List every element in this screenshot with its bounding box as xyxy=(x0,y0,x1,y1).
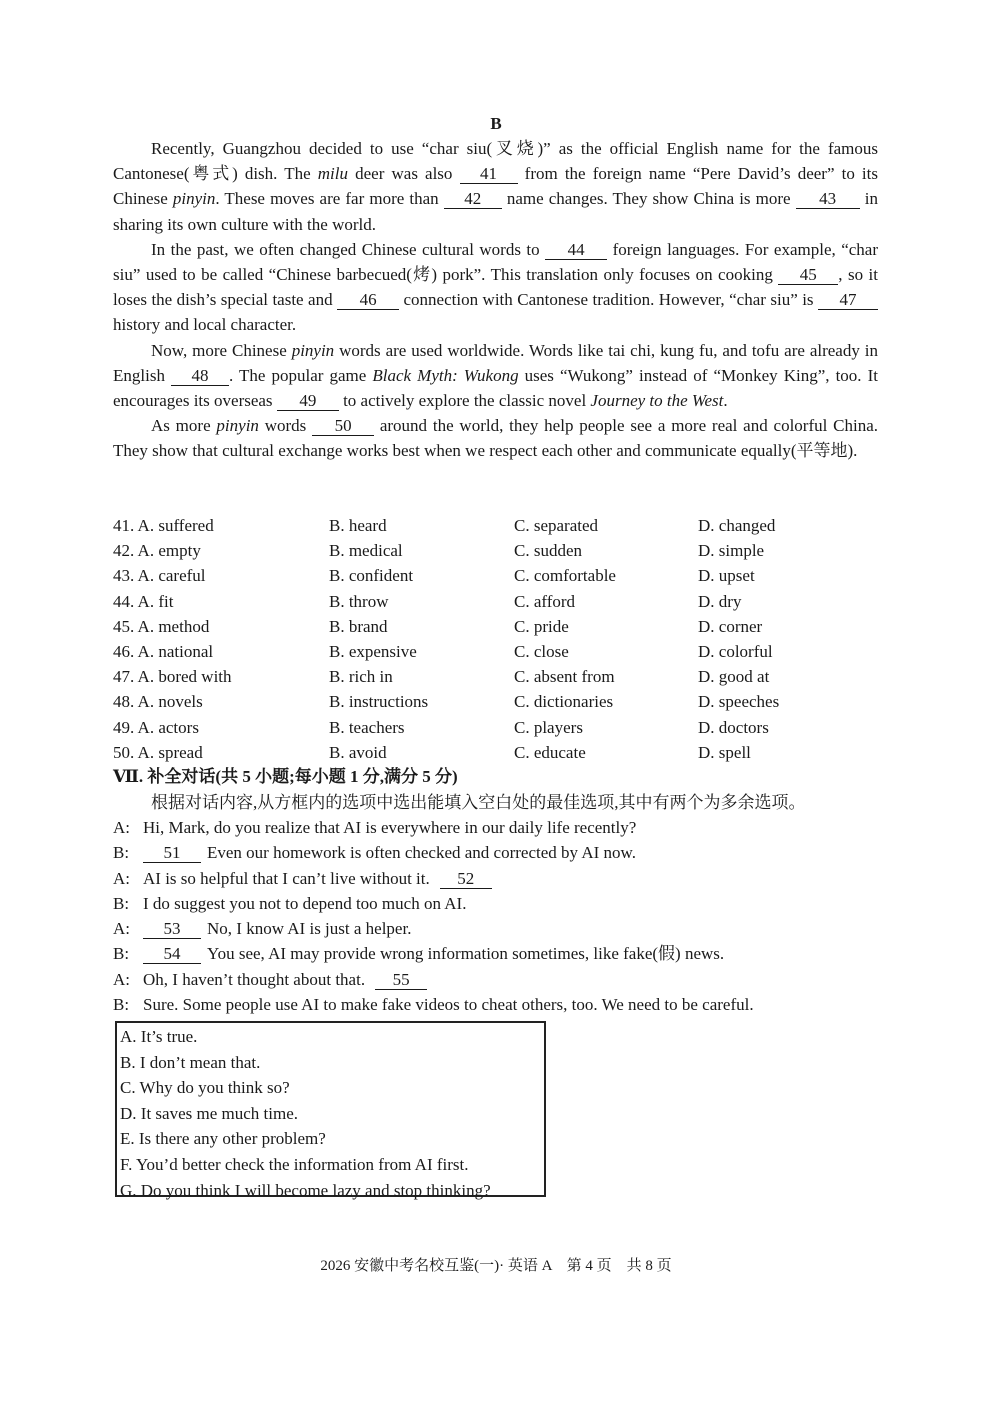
dialog-text: You see, AI may provide wrong information sometimes, like fake(假) news. xyxy=(207,944,725,964)
speaker: A: xyxy=(113,919,130,939)
blank-54[interactable]: 54 xyxy=(143,945,201,964)
option[interactable]: B. heard xyxy=(329,516,387,535)
blank-49[interactable]: 49 xyxy=(277,392,339,411)
option[interactable]: C. comfortable xyxy=(514,566,616,586)
option[interactable]: C. educate xyxy=(514,742,586,762)
option-row-47 xyxy=(113,664,883,689)
dialog-text: I do suggest you not to depend too much on AI. xyxy=(143,893,467,913)
option[interactable]: C. close xyxy=(514,641,569,661)
speaker: B: xyxy=(113,893,130,913)
text: foreign languages. For example, “char siu” used to be called “Chinese barbecued(烤) pork”. This translation only focuses on cooking xyxy=(113,239,879,285)
blank-47[interactable]: 47 xyxy=(818,291,878,310)
dialog-line xyxy=(113,866,883,891)
option-row-49 xyxy=(113,715,883,740)
option[interactable]: B. rich in xyxy=(329,667,393,687)
option[interactable]: 43. A. careful xyxy=(113,566,206,586)
option[interactable]: D. changed xyxy=(698,516,776,535)
dialog xyxy=(113,815,883,1017)
italic-text: pinyin xyxy=(172,189,216,209)
option[interactable]: 49. A. actors xyxy=(113,717,199,737)
option[interactable]: 44. A. fit xyxy=(113,591,174,611)
dialog-text: No, I know AI is just a helper. xyxy=(207,919,412,939)
blank-53[interactable]: 53 xyxy=(143,920,201,939)
blank-51[interactable]: 51 xyxy=(143,844,201,863)
option[interactable]: C. dictionaries xyxy=(514,692,614,712)
text: In the past, we often changed Chinese cultural words to xyxy=(151,239,546,259)
text: . The popular game xyxy=(229,365,373,385)
option-row-41 xyxy=(113,513,883,538)
passage-paragraph-2 xyxy=(113,237,878,338)
option[interactable]: D. good at xyxy=(698,667,770,687)
option[interactable]: D. doctors xyxy=(698,717,769,737)
option[interactable]: B. teachers xyxy=(329,717,405,737)
option[interactable]: D. dry xyxy=(698,591,742,611)
speaker: A: xyxy=(113,818,130,837)
passage-paragraph-3 xyxy=(113,338,878,414)
italic-text: Black Myth: Wukong xyxy=(372,365,519,385)
speaker: B: xyxy=(113,944,130,964)
text: words are used worldwide. Words like tai chi, kung fu, and tofu are already in English xyxy=(113,340,878,385)
option[interactable]: 48. A. novels xyxy=(113,692,203,712)
option[interactable]: 42. A. empty xyxy=(113,541,201,561)
dialog-line xyxy=(113,891,883,916)
passage-paragraph-4 xyxy=(113,413,878,463)
italic-text: pinyin xyxy=(291,340,335,360)
blank-50[interactable]: 50 xyxy=(312,417,374,436)
option-row-42 xyxy=(113,538,883,563)
option[interactable]: C. separated xyxy=(514,516,599,535)
choice-box xyxy=(115,1021,546,1200)
text: As more xyxy=(151,416,217,436)
option[interactable]: B. instructions xyxy=(329,692,429,712)
choice-b[interactable]: B. I don’t mean that. xyxy=(120,1052,261,1072)
speaker: A: xyxy=(113,868,130,888)
dialog-line xyxy=(113,941,883,966)
option[interactable]: B. medical xyxy=(329,541,403,561)
section-label-b: B xyxy=(490,114,502,133)
dialog-text: Sure. Some people use AI to make fake videos to cheat others, too. We need to be careful. xyxy=(143,995,754,1015)
page-footer: 2026 安徽中考名校互鉴(一)· 英语 A 第 4 页 共 8 页 xyxy=(320,1258,672,1274)
blank-41[interactable]: 41 xyxy=(460,165,518,184)
option[interactable]: B. confident xyxy=(329,566,414,586)
text: Now, more Chinese xyxy=(151,340,292,360)
text: deer was also xyxy=(348,164,460,184)
text: name changes. They show China is more xyxy=(501,189,796,209)
choice-g[interactable]: G. Do you think I will become lazy and stop thinking? xyxy=(120,1180,491,1200)
choice-e[interactable]: E. Is there any other problem? xyxy=(120,1129,326,1149)
blank-52[interactable]: 52 xyxy=(440,870,492,889)
text: uses “Wukong” instead of “Monkey King”, too. It encourages its overseas xyxy=(113,365,878,411)
dialog-text: Even our homework is often checked and corrected by AI now. xyxy=(207,843,636,863)
choice-d[interactable]: D. It saves me much time. xyxy=(120,1103,298,1123)
option[interactable]: D. spell xyxy=(698,742,751,762)
dialog-text: AI is so helpful that I can’t live without it. xyxy=(143,868,430,888)
blank-45[interactable]: 45 xyxy=(778,266,838,285)
text: . These moves are far more than xyxy=(215,189,444,209)
blank-42[interactable]: 42 xyxy=(444,190,502,209)
speaker: B: xyxy=(113,995,130,1015)
text: Recently, Guangzhou decided to use “char siu(叉烧)” as the official English name for the famous Cantonese(粤式) dish. The xyxy=(113,139,878,184)
option-row-45 xyxy=(113,614,883,639)
option[interactable]: B. avoid xyxy=(329,742,387,762)
option[interactable]: C. absent from xyxy=(514,667,615,687)
option[interactable]: D. speeches xyxy=(698,692,780,712)
option-row-43 xyxy=(113,563,883,588)
option[interactable]: B. throw xyxy=(329,591,389,611)
dialog-line xyxy=(113,967,883,992)
speaker: A: xyxy=(113,969,130,989)
section-7-instruction: 根据对话内容,从方框内的选项中选出能填入空白处的最佳选项,其中有两个为多余选项。 xyxy=(151,793,806,812)
option[interactable]: D. upset xyxy=(698,566,755,586)
option[interactable]: C. pride xyxy=(514,616,569,636)
text: connection with Cantonese tradition. However, “char siu” is xyxy=(399,290,818,310)
choice-c[interactable]: C. Why do you think so? xyxy=(120,1078,290,1098)
choice-f[interactable]: F. You’d better check the information from AI first. xyxy=(120,1154,469,1174)
option[interactable]: 46. A. national xyxy=(113,641,214,661)
italic-text: Journey to the West xyxy=(590,391,724,411)
answer-options xyxy=(113,513,883,765)
option[interactable]: D. corner xyxy=(698,616,763,636)
option[interactable]: C. players xyxy=(514,717,583,737)
dialog-text: Oh, I haven’t thought about that. xyxy=(143,969,366,989)
option-row-50 xyxy=(113,740,883,765)
dialog-line xyxy=(113,992,883,1017)
option[interactable]: 50. A. spread xyxy=(113,742,203,762)
passage-paragraph-1 xyxy=(113,136,878,237)
blank-55[interactable]: 55 xyxy=(375,971,427,990)
option[interactable]: D. colorful xyxy=(698,641,773,661)
option[interactable]: D. simple xyxy=(698,541,765,561)
text: history and local character. xyxy=(113,315,297,335)
text: to actively explore the classic novel xyxy=(338,391,591,411)
text: from the foreign name “Pere David’s deer” to its Chinese xyxy=(113,164,878,209)
choice-a[interactable]: A. It’s true. xyxy=(120,1027,198,1046)
dialog-line xyxy=(113,815,883,840)
text: . xyxy=(723,391,728,411)
dialog-line xyxy=(113,840,883,865)
dialog-line xyxy=(113,916,883,941)
option[interactable]: B. brand xyxy=(329,616,388,636)
option[interactable]: 41. A. suffered xyxy=(113,516,214,535)
text: around the world, they help people see a more real and colorful China. They show that cultural exchange works best when we respect each other and communicate equally(平等地). xyxy=(113,416,878,461)
option[interactable]: C. afford xyxy=(514,591,576,611)
option[interactable]: B. expensive xyxy=(329,641,417,661)
text: words xyxy=(258,416,313,436)
cloze-passage xyxy=(113,136,878,464)
blank-43[interactable]: 43 xyxy=(796,190,860,209)
italic-text: pinyin xyxy=(216,416,259,436)
text: , so it loses the dish’s special taste and xyxy=(113,265,879,310)
italic-text: milu xyxy=(317,164,349,184)
speaker: B: xyxy=(113,843,130,863)
option-row-46 xyxy=(113,639,883,664)
blank-44[interactable]: 44 xyxy=(545,241,607,260)
dialog-text: Hi, Mark, do you realize that AI is everywhere in our daily life recently? xyxy=(143,818,637,837)
option-row-48 xyxy=(113,689,883,714)
section-7-title: Ⅶ. 补全对话(共 5 小题;每小题 1 分,满分 5 分) xyxy=(113,767,458,786)
blank-48[interactable]: 48 xyxy=(171,367,229,386)
option-row-44 xyxy=(113,589,883,614)
option[interactable]: 47. A. bored with xyxy=(113,667,232,687)
option[interactable]: 45. A. method xyxy=(113,616,210,636)
blank-46[interactable]: 46 xyxy=(337,291,399,310)
text: in sharing its own culture with the world. xyxy=(113,189,878,234)
option[interactable]: C. sudden xyxy=(514,541,582,561)
